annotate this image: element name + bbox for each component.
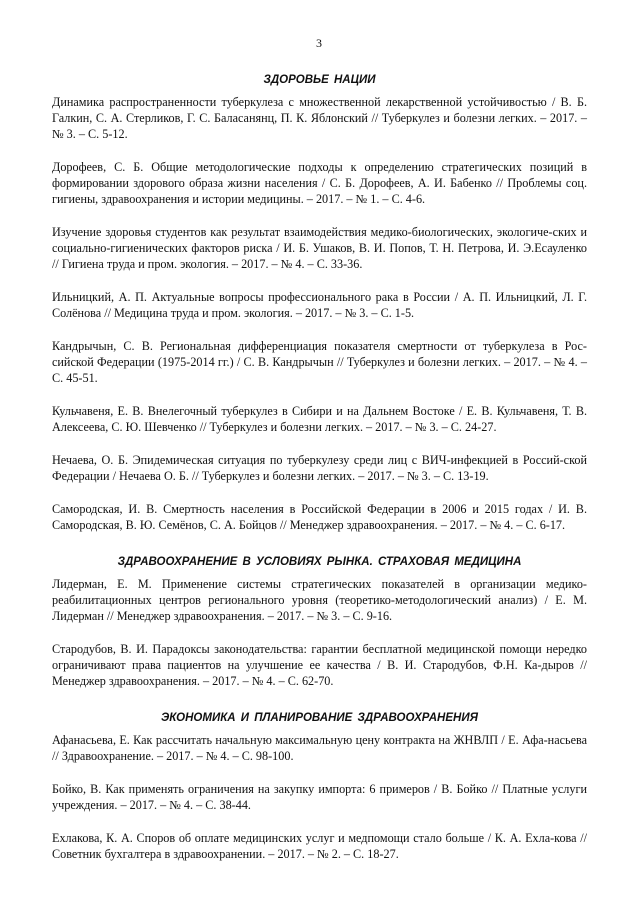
bibliography-entry: Кульчавеня, Е. В. Внелегочный туберкулез в Сибири и на Дальнем Востоке / Е. В. Кульчавеня, Т. В. Алексеева, С. Ю. Шевченко // Туберкулез и болезни легких. – 2017. – № 3. – С. 24-27. bbox=[52, 404, 587, 434]
bibliography-entry: Самородская, И. В. Смертность населения в Российской Федерации в 2006 и 2015 годах / И. В. Самородская, В. Ю. Семёнов, С. А. Бойцов // Менеджер здравоохранения. – 2017. – № 4. – С. 6-17. bbox=[52, 502, 587, 532]
bibliography-entry: Лидерман, Е. М. Применение системы стратегических показателей в организации медико-реабилитационных центров регионального уровня (теоретико-методологический анализ) / Е. М. Лидерман // Менеджер здравоохранения. – 2017. – № 3. – С. 9-16. bbox=[52, 577, 587, 623]
section-heading: ЗДОРОВЬЕ НАЦИИ bbox=[263, 74, 376, 86]
bibliography-entry: Кандрычын, С. В. Региональная дифференциация показателя смертности от туберкулеза в Рос-сийской Федерации (1975-2014 гг.) / С. В. Кандрычын // Туберкулез и болезни легких. – 2017. – № 4. – С. 45-51. bbox=[52, 339, 587, 385]
section-heading: ЗДРАВООХРАНЕНИЕ В УСЛОВИЯХ РЫНКА. СТРАХОВАЯ МЕДИЦИНА bbox=[117, 556, 522, 568]
bibliography-entry: Дорофеев, С. Б. Общие методологические подходы к определению стратегических позиций в формировании здорового образа жизни населения / С. Б. Дорофеев, А. И. Бабенко // Проблемы соц. гигиены, здравоохранения и истории медицины. – 2017. – № 1. – С. 4-6. bbox=[52, 160, 587, 206]
section-heading: ЭКОНОМИКА И ПЛАНИРОВАНИЕ ЗДРАВООХРАНЕНИЯ bbox=[161, 712, 478, 724]
bibliography-entry: Нечаева, О. Б. Эпидемическая ситуация по туберкулезу среди лиц с ВИЧ-инфекцией в Россий-ской Федерации / Нечаева О. Б. // Туберкулез и болезни легких. – 2017. – № 3. – С. 13-19. bbox=[52, 453, 587, 483]
bibliography-entry: Динамика распространенности туберкулеза с множественной лекарственной устойчивостью / В. Б. Галкин, С. А. Стерликов, Г. С. Баласанянц, П. К. Яблонский // Туберкулез и болезни легких. – 2017. – № 3. – С. 5-12. bbox=[52, 95, 587, 141]
bibliography-entry: Ильницкий, А. П. Актуальные вопросы профессионального рака в России / А. П. Ильницкий, Л. Г. Солёнова // Медицина труда и пром. экология. – 2017. – № 3. – С. 1-5. bbox=[52, 290, 587, 320]
bibliography-content bbox=[52, 73, 587, 862]
bibliography-entry: Бойко, В. Как применять ограничения на закупку импорта: 6 примеров / В. Бойко // Платные услуги учреждения. – 2017. – № 4. – С. 38-44. bbox=[52, 782, 587, 812]
bibliography-entry: Афанасьева, Е. Как рассчитать начальную максимальную цену контракта на ЖНВЛП / Е. Афа-насьева // Здравоохранение. – 2017. – № 4. – С. 98-100. bbox=[52, 733, 587, 763]
bibliography-entry: Изучение здоровья студентов как результат взаимодействия медико-биологических, экологиче-ских и социально-гигиенических факторов риска / И. Б. Ушаков, В. И. Попов, Т. Н. Петрова, И. Э.Есауленко // Гигиена труда и пром. экология. – 2017. – № 4. – С. 33-36. bbox=[52, 225, 587, 271]
section-healthcare-market bbox=[52, 555, 587, 689]
bibliography-entry: Стародубов, В. И. Парадоксы законодательства: гарантии бесплатной медицинской помощи нередко ограничивают права пациентов на улучшение ее качества / В. И. Стародубов, Ф.Н. Ка-дыров // Менеджер здравоохранения. – 2017. – № 4. – С. 62-70. bbox=[52, 642, 587, 688]
page-number: 3 bbox=[316, 36, 322, 50]
section-health-of-nation bbox=[52, 73, 587, 533]
bibliography-entry: Ехлакова, К. А. Споров об оплате медицинских услуг и медпомощи стало больше / К. А. Ехла-кова // Советник бухгалтера в здравоохранении. – 2017. – № 2. – С. 18-27. bbox=[52, 831, 587, 861]
section-healthcare-economics bbox=[52, 711, 587, 862]
